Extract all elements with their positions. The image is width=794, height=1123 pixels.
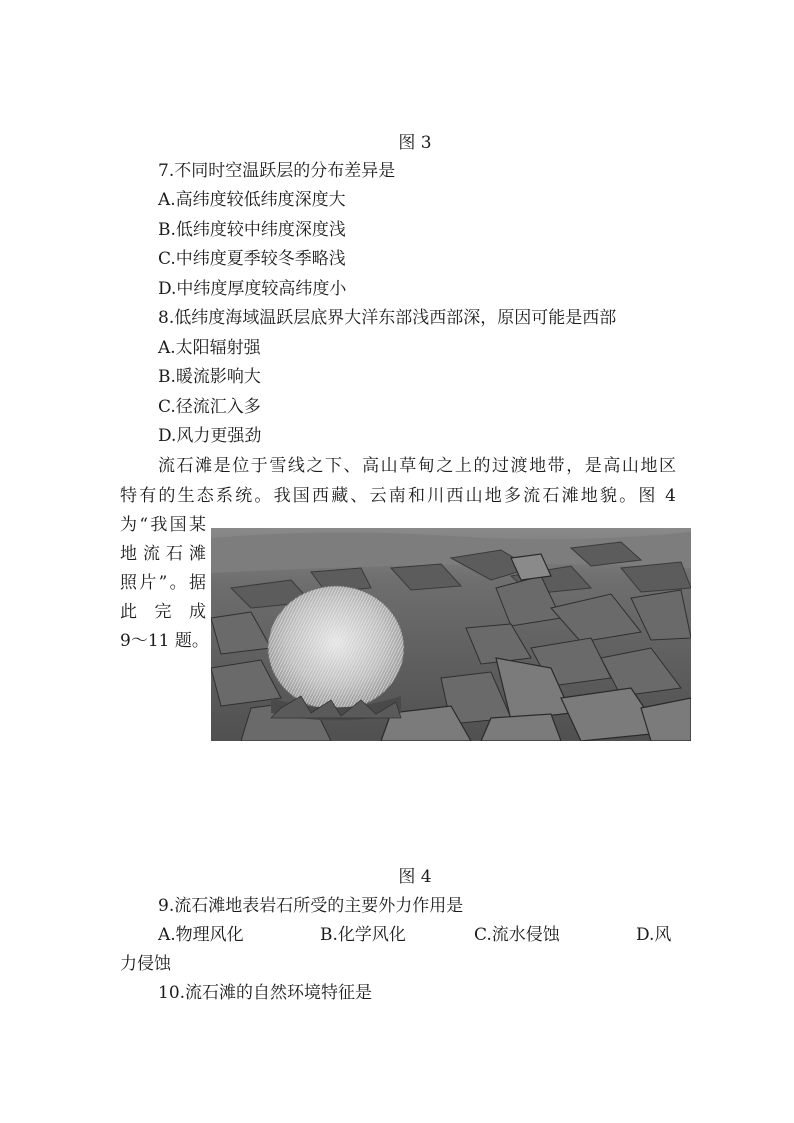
question-9-option-b: B.化学风化 — [320, 925, 406, 945]
question-8-option-d: D.风力更强劲 — [158, 426, 262, 446]
question-7-option-a: A.高纬度较低纬度深度大 — [158, 190, 346, 210]
question-9-option-a: A.物理风化 — [158, 925, 244, 945]
figure-4-caption: 图 4 — [398, 867, 432, 887]
intro-side-line-3: 照片”。据 — [120, 573, 206, 593]
question-7-stem: 7.不同时空温跃层的分布差异是 — [158, 161, 396, 181]
question-8-option-c: C.径流汇入多 — [158, 397, 261, 417]
intro-line-1: 流石滩是位于雪线之下、高山草甸之上的过渡地带，是高山地区 — [158, 456, 676, 476]
intro-side-line-4: 此 完 成 — [120, 602, 206, 622]
figure-3-caption: 图 3 — [398, 133, 432, 153]
question-9-option-d: D.风 — [636, 925, 672, 945]
intro-line-2: 特有的生态系统。我国西藏、云南和川西山地多流石滩地貌。图 4 — [120, 486, 676, 506]
question-7-option-b: B.低纬度较中纬度深度浅 — [158, 220, 346, 240]
question-8-option-b: B.暖流影响大 — [158, 367, 261, 387]
question-9-options — [158, 922, 676, 948]
intro-side-line-1: 为“我国某 — [120, 515, 206, 535]
scree-slope-photo — [211, 528, 691, 741]
question-7-option-d: D.中纬度厚度较高纬度小 — [158, 279, 347, 299]
question-9-stem: 9.流石滩地表岩石所受的主要外力作用是 — [158, 896, 464, 916]
question-9-option-d-wrap: 力侵蚀 — [120, 954, 171, 974]
question-7-option-c: C.中纬度夏季较冬季略浅 — [158, 249, 346, 269]
question-8-option-a: A.太阳辐射强 — [158, 338, 261, 358]
intro-side-line-5: 9～11 题。 — [120, 631, 209, 651]
question-8-stem: 8.低纬度海域温跃层底界大洋东部浅西部深，原因可能是西部 — [158, 308, 617, 328]
question-9-option-c: C.流水侵蚀 — [474, 925, 560, 945]
question-10-stem: 10.流石滩的自然环境特征是 — [158, 983, 373, 1003]
intro-side-line-2: 地流石滩 — [120, 544, 206, 564]
